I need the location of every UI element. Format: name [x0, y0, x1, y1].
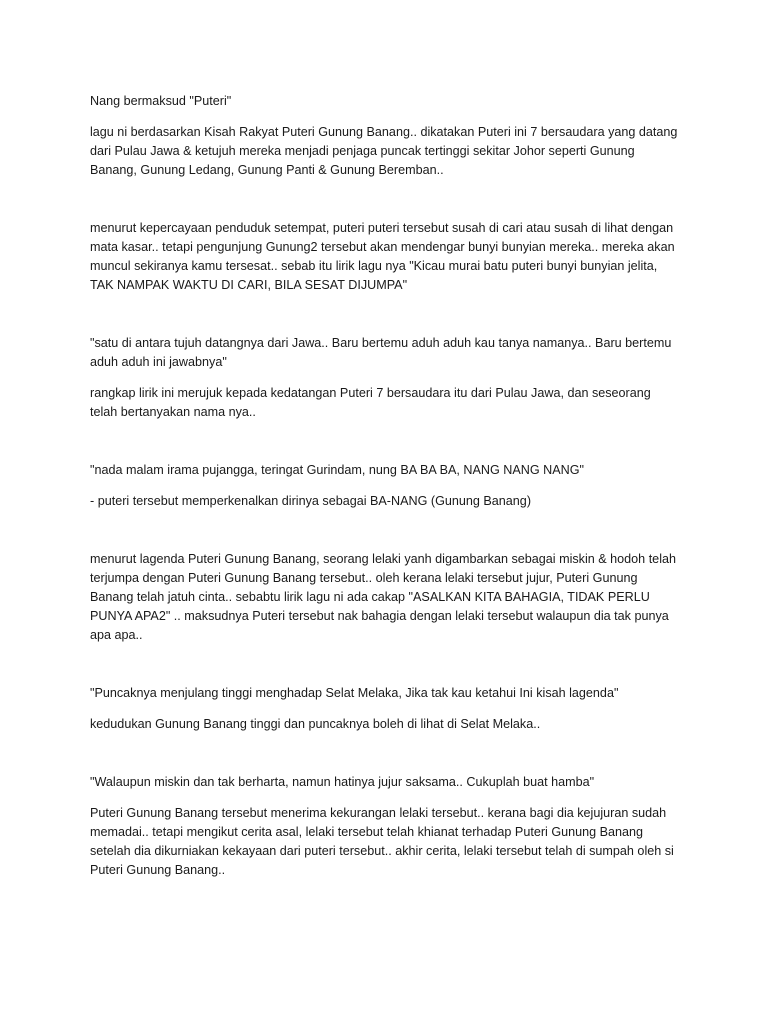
- paragraph: rangkap lirik ini merujuk kepada kedatangan Puteri 7 bersaudara itu dari Pulau Jawa, dan seseorang telah bertanyakan nama nya..: [90, 386, 651, 419]
- paragraph: kedudukan Gunung Banang tinggi dan puncaknya boleh di lihat di Selat Melaka..: [90, 717, 541, 731]
- lyric-quote: "satu di antara tujuh datangnya dari Jawa.. Baru bertemu aduh aduh kau tanya namanya.. Baru bertemu aduh aduh ini jawabnya": [90, 336, 672, 369]
- paragraph: - puteri tersebut memperkenalkan dirinya sebagai BA-NANG (Gunung Banang): [90, 494, 532, 508]
- paragraph: Puteri Gunung Banang tersebut menerima kekurangan lelaki tersebut.. kerana bagi dia kejujuran sudah memadai.. tetapi mengikut cerita asal, lelaki tersebut telah khianat terhadap Puteri Gunung Banang setelah dia dikurniakan kekayaan dari puteri tersebut.. akhir cerita, lelaki tersebut telah di sumpah oleh si Puteri Gunung Banang..: [90, 806, 674, 877]
- paragraph: lagu ni berdasarkan Kisah Rakyat Puteri Gunung Banang.. dikatakan Puteri ini 7 bersaudara yang datang dari Pulau Jawa & ketujuh mereka menjadi penjaga puncak tertinggi sekitar Johor seperti Gunung Banang, Gunung Ledang, Gunung Panti & Gunung Beremban..: [90, 125, 678, 177]
- paragraph: menurut kepercayaan penduduk setempat, puteri puteri tersebut susah di cari atau susah di lihat dengan mata kasar.. tetapi pengunjung Gunung2 tersebut akan mendengar bunyi bunyian mereka.. mereka akan muncul sekiranya kamu tersesat.. sebab itu lirik lagu nya "Kicau murai batu puteri bunyi bunyian jelita, TAK NAMPAK WAKTU DI CARI, BILA SESAT DIJUMPA": [90, 221, 675, 292]
- paragraph: menurut lagenda Puteri Gunung Banang, seorang lelaki yanh digambarkan sebagai miskin & hodoh telah terjumpa dengan Puteri Gunung Banang tersebut.. oleh kerana lelaki tersebut jujur, Puteri Gunung Banang telah jatuh cinta.. sebabtu lirik lagu ni ada cakap "ASALKAN KITA BAHAGIA, TIDAK PERLU PUNYA APA2" .. maksudnya Puteri tersebut nak bahagia dengan lelaki tersebut walaupun dia tak punya apa apa..: [90, 552, 676, 642]
- lyric-quote: "Walaupun miskin dan tak berharta, namun hatinya jujur saksama.. Cukuplah buat hamba": [90, 775, 595, 789]
- document-body: [90, 92, 680, 892]
- lyric-quote: "nada malam irama pujangga, teringat Gurindam, nung BA BA BA, NANG NANG NANG": [90, 463, 585, 477]
- paragraph-heading: Nang bermaksud "Puteri": [90, 94, 232, 108]
- lyric-quote: "Puncaknya menjulang tinggi menghadap Selat Melaka, Jika tak kau ketahui Ini kisah lagenda": [90, 686, 619, 700]
